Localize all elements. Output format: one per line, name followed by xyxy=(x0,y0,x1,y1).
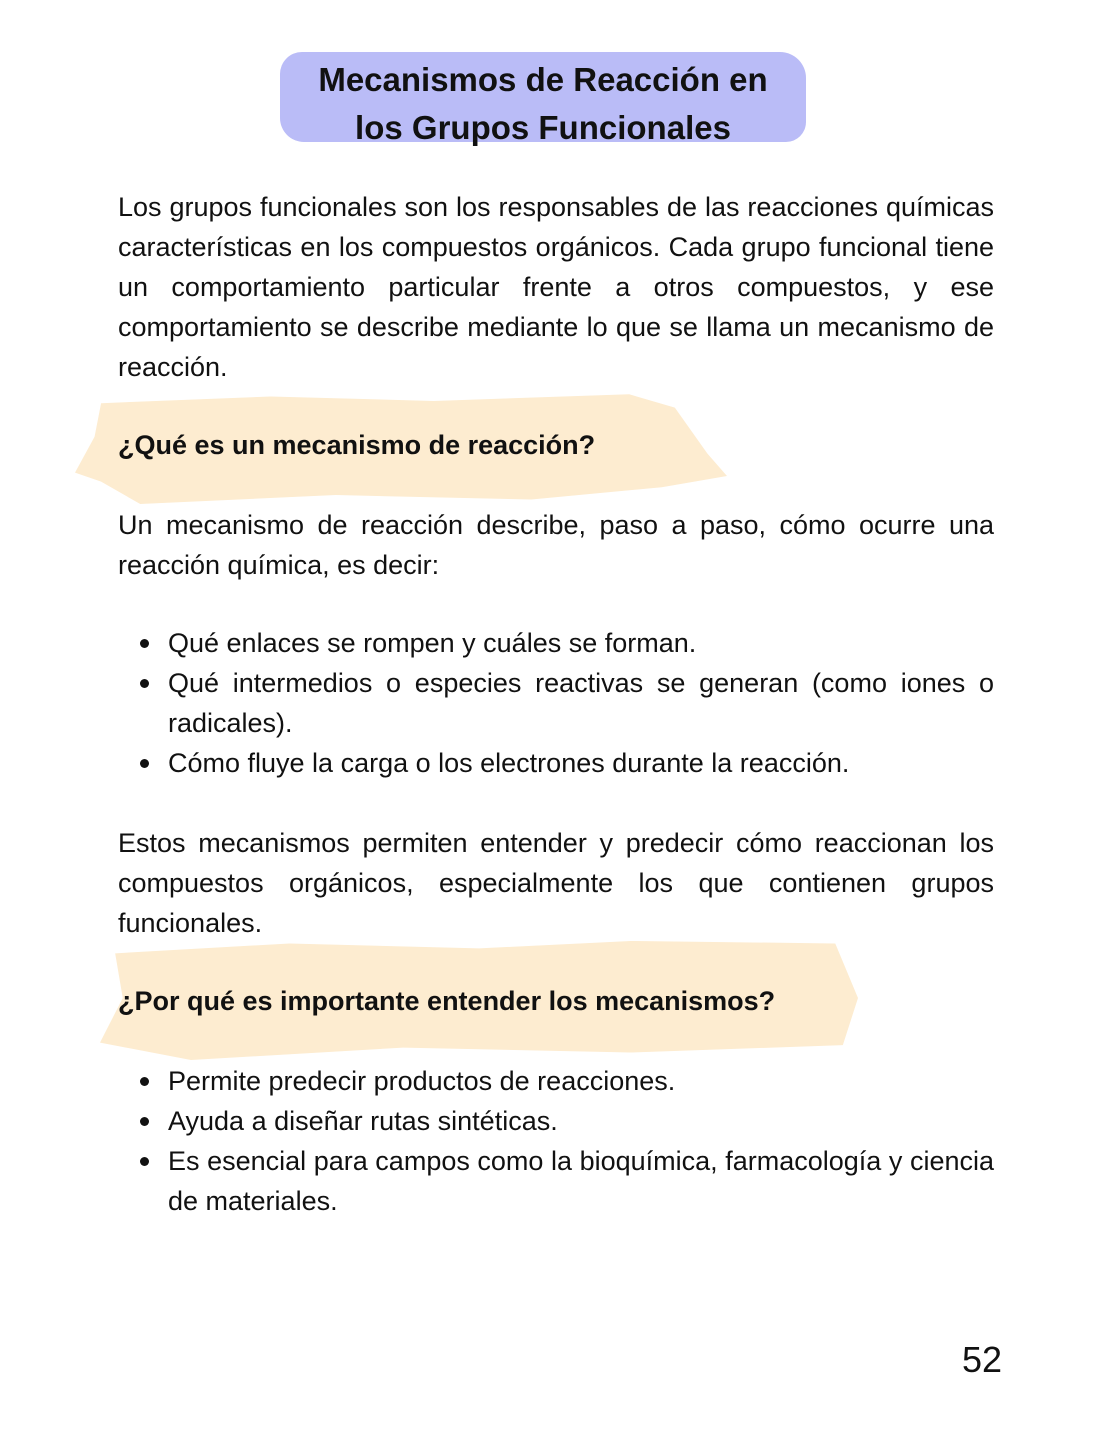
list-item: Permite predecir productos de reacciones. xyxy=(118,1061,994,1101)
section-heading: ¿Qué es un mecanismo de reacción? xyxy=(118,430,596,460)
section-heading: ¿Por qué es importante entender los mecanismos? xyxy=(118,986,776,1016)
title-line-2: los Grupos Funcionales xyxy=(355,109,731,146)
list-item: Ayuda a diseñar rutas sintéticas. xyxy=(118,1101,994,1141)
list-item: Qué intermedios o especies reactivas se generan (como iones o radicales). xyxy=(118,663,994,743)
bullet-list xyxy=(118,623,994,783)
title-line-1: Mecanismos de Reacción en xyxy=(318,61,768,98)
bullet-list xyxy=(118,1061,994,1221)
page-number: 52 xyxy=(962,1339,1003,1380)
list-item: Qué enlaces se rompen y cuáles se forman. xyxy=(118,623,994,663)
page-title xyxy=(280,56,806,152)
list-item: Cómo fluye la carga o los electrones durante la reacción. xyxy=(118,743,994,783)
section-paragraph: Un mecanismo de reacción describe, paso a paso, cómo ocurre una reacción química, es decir: xyxy=(118,510,994,580)
closing-paragraph: Estos mecanismos permiten entender y predecir cómo reaccionan los compuestos orgánicos, especialmente los que contienen grupos funcionales. xyxy=(118,828,994,938)
intro-paragraph: Los grupos funcionales son los responsables de las reacciones químicas características en los compuestos orgánicos. Cada grupo funcional tiene un comportamiento particular frente a otros compuestos, y ese comportamiento se describe mediante lo que se llama un mecanismo de reacción. xyxy=(118,192,994,382)
list-item: Es esencial para campos como la bioquímica, farmacología y ciencia de materiales. xyxy=(118,1141,994,1221)
